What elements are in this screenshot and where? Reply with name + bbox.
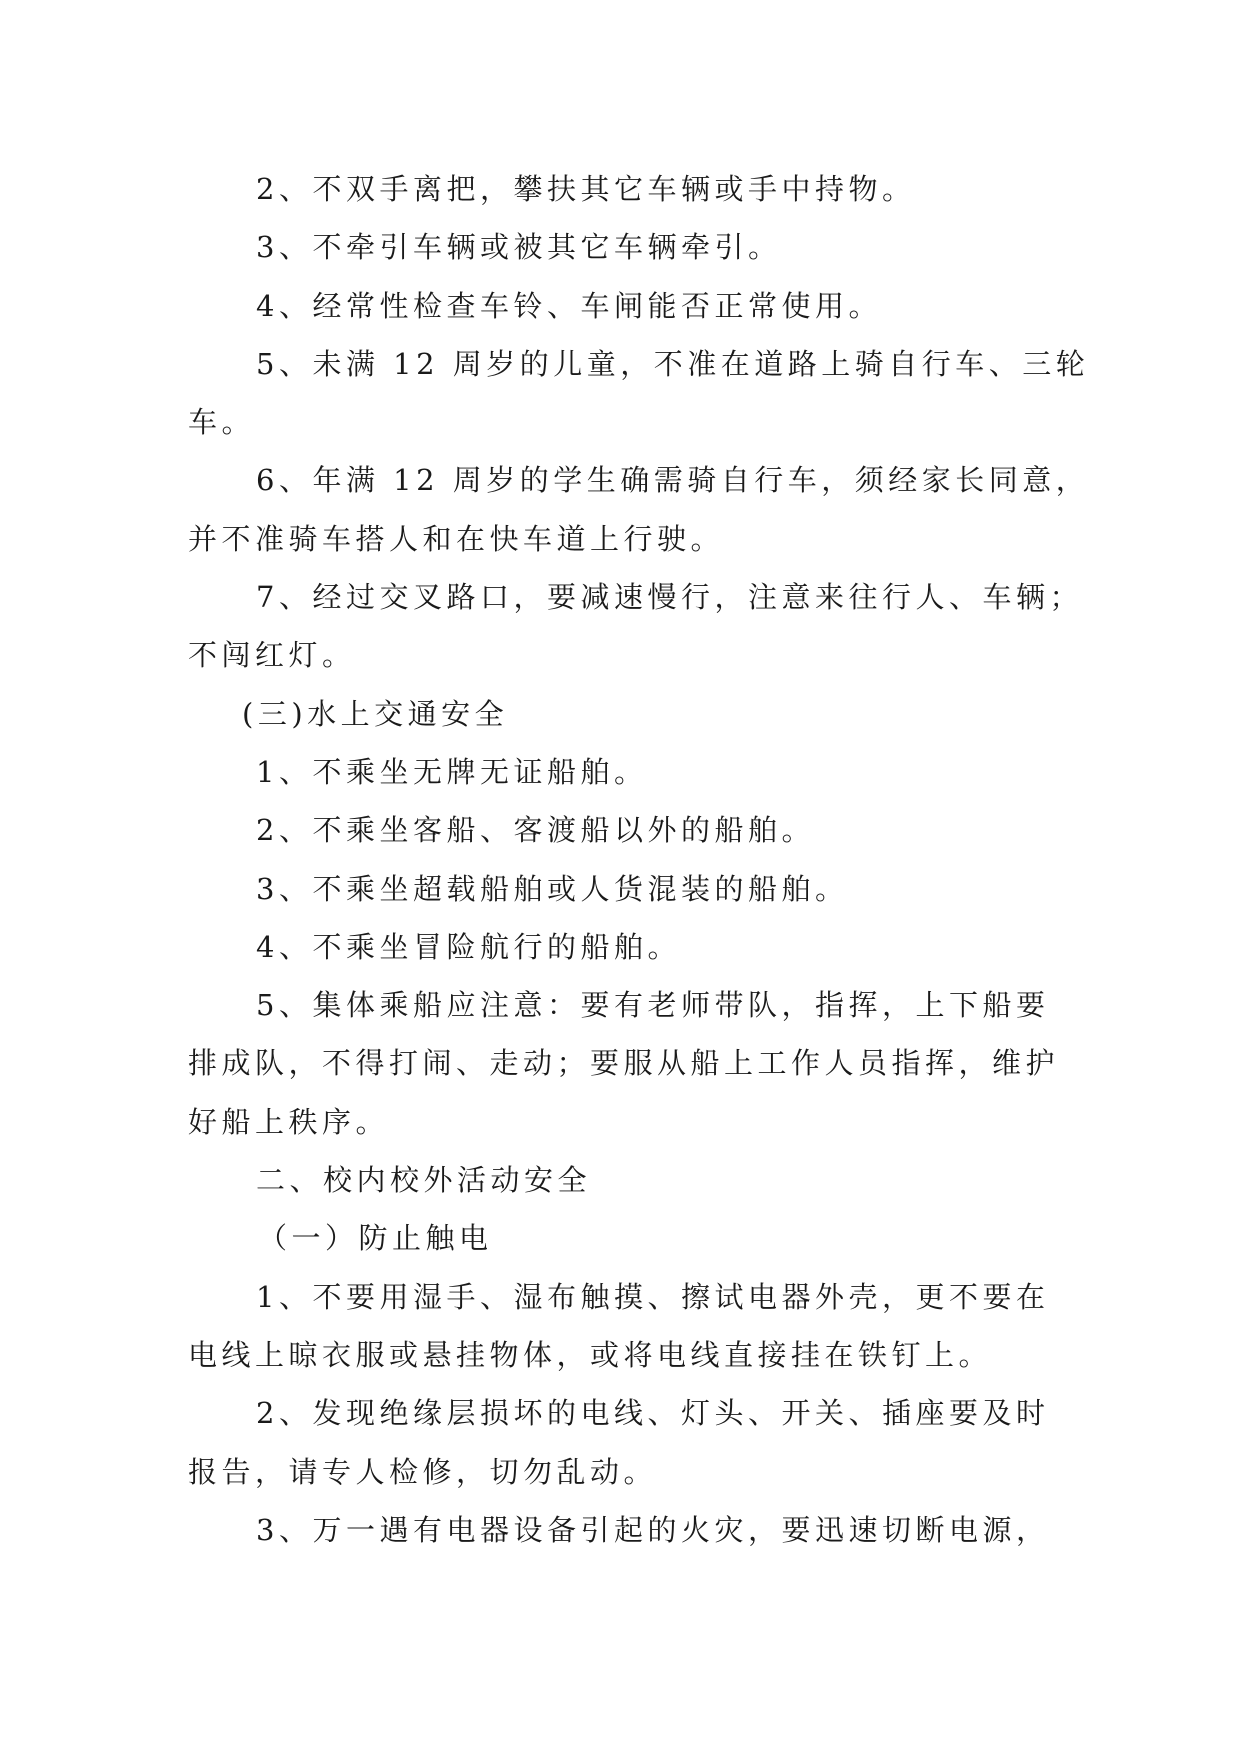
rule-water-3: 3、不乘坐超载船舶或人货混装的船舶。 [256, 871, 849, 906]
section-heading-water-traffic: (三)水上交通安全 [242, 696, 509, 731]
rule-water-2: 2、不乘坐客船、客渡船以外的船舶。 [256, 813, 815, 848]
rule-bicycle-4: 4、经常性检查车铃、车闸能否正常使用。 [256, 288, 882, 323]
rule-bicycle-5-continued: 车。 [188, 405, 256, 440]
document-body [188, 160, 1090, 1559]
rule-water-5-continued: 排成队，不得打闹、走动；要服从船上工作人员指挥，维护 [188, 1046, 1060, 1081]
rule-bicycle-5: 5、未满 12 周岁的儿童，不准在道路上骑自行车、三轮 [256, 346, 1090, 381]
subsection-heading-electric-shock: （一）防止触电 [258, 1221, 493, 1256]
rule-electric-1: 1、不要用湿手、湿布触摸、擦试电器外壳，更不要在 [256, 1279, 1050, 1314]
rule-water-4: 4、不乘坐冒险航行的船舶。 [256, 929, 681, 964]
rule-water-1: 1、不乘坐无牌无证船舶。 [256, 754, 648, 789]
rule-bicycle-7: 7、经过交叉路口，要减速慢行，注意来往行人、车辆； [256, 580, 1083, 615]
rule-bicycle-6-continued: 并不准骑车搭人和在快车道上行驶。 [188, 521, 725, 556]
rule-electric-2: 2、发现绝缘层损坏的电线、灯头、开关、插座要及时 [256, 1396, 1050, 1431]
rule-bicycle-6: 6、年满 12 周岁的学生确需骑自行车，须经家长同意， [256, 463, 1090, 498]
rule-electric-1-continued: 电线上晾衣服或悬挂物体，或将电线直接挂在铁钉上。 [188, 1337, 993, 1372]
rule-bicycle-7-continued: 不闯红灯。 [188, 638, 356, 673]
rule-electric-3: 3、万一遇有电器设备引起的火灾，要迅速切断电源， [256, 1512, 1050, 1547]
rule-electric-2-continued: 报告，请专人检修，切勿乱动。 [188, 1454, 658, 1489]
rule-water-5: 5、集体乘船应注意：要有老师带队，指挥，上下船要 [256, 988, 1050, 1023]
rule-bicycle-2: 2、不双手离把，攀扶其它车辆或手中持物。 [256, 172, 916, 206]
section-heading-activity-safety: 二、校内校外活动安全 [256, 1163, 592, 1198]
rule-water-5-continued-2: 好船上秩序。 [188, 1104, 390, 1139]
rule-bicycle-3: 3、不牵引车辆或被其它车辆牵引。 [256, 230, 782, 265]
